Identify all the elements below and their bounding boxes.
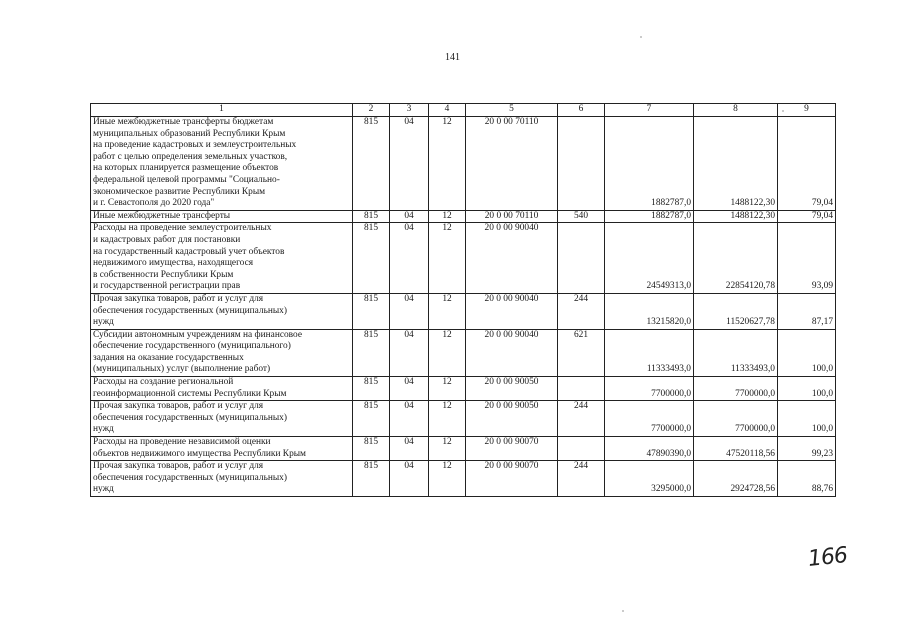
cell-c8: 22854120,78 — [694, 223, 778, 294]
cell-c3: 04 — [390, 210, 429, 223]
table-row — [91, 377, 836, 401]
cell-c6: 244 — [558, 293, 605, 329]
cell-c3: 04 — [390, 293, 429, 329]
cell-c8: 2924728,56 — [694, 461, 778, 497]
row-name-cell: Прочая закупка товаров, работ и услуг для обеспечения государственных (муниципальных) нужд — [91, 401, 353, 437]
header-cell-4: 4 — [429, 104, 466, 117]
cell-c6 — [558, 223, 605, 294]
cell-c8: 11520627,78 — [694, 293, 778, 329]
scan-speck — [640, 36, 642, 38]
table-body — [91, 104, 836, 497]
cell-c5: 20 0 00 90050 — [466, 377, 558, 401]
cell-c8: 1488122,30 — [694, 117, 778, 211]
table-row — [91, 293, 836, 329]
cell-c4: 12 — [429, 401, 466, 437]
cell-c9: 99,23 — [778, 437, 836, 461]
table-row — [91, 329, 836, 376]
cell-c8: 1488122,30 — [694, 210, 778, 223]
scan-speck — [622, 610, 624, 612]
header-cell-5: 5 — [466, 104, 558, 117]
row-name-cell: Расходы на проведение независимой оценки объектов недвижимого имущества Республики Крым — [91, 437, 353, 461]
cell-c3: 04 — [390, 461, 429, 497]
handwritten-page-number: 166 — [806, 543, 849, 572]
header-row — [91, 104, 836, 117]
cell-c6 — [558, 117, 605, 211]
cell-c9: 79,04 — [778, 117, 836, 211]
cell-c7: 24549313,0 — [605, 223, 694, 294]
cell-c3: 04 — [390, 377, 429, 401]
cell-c3: 04 — [390, 401, 429, 437]
header-cell-1: 1 — [91, 104, 353, 117]
page-number: 141 — [445, 52, 460, 63]
header-cell-3: 3 — [390, 104, 429, 117]
cell-c5: 20 0 00 90050 — [466, 401, 558, 437]
cell-c6: 244 — [558, 401, 605, 437]
header-cell-6: 6 — [558, 104, 605, 117]
cell-c2: 815 — [353, 377, 390, 401]
cell-c3: 04 — [390, 117, 429, 211]
cell-c5: 20 0 00 90070 — [466, 461, 558, 497]
cell-c7: 3295000,0 — [605, 461, 694, 497]
cell-c5: 20 0 00 70110 — [466, 210, 558, 223]
cell-c6 — [558, 437, 605, 461]
cell-c2: 815 — [353, 223, 390, 294]
cell-c9: 100,0 — [778, 329, 836, 376]
budget-table — [90, 103, 836, 497]
row-name-cell: Субсидии автономным учреждениям на финансовое обеспечение государственного (муниципального) задания на оказание государственных (муниципальных) услуг (выполнение работ) — [91, 329, 353, 376]
cell-c6: 244 — [558, 461, 605, 497]
cell-c9: 100,0 — [778, 401, 836, 437]
cell-c8: 7700000,0 — [694, 401, 778, 437]
cell-c7: 47890390,0 — [605, 437, 694, 461]
cell-c2: 815 — [353, 210, 390, 223]
cell-c4: 12 — [429, 210, 466, 223]
cell-c7: 7700000,0 — [605, 377, 694, 401]
cell-c7: 13215820,0 — [605, 293, 694, 329]
cell-c5: 20 0 00 90040 — [466, 293, 558, 329]
header-cell-9: 9 — [778, 104, 836, 117]
cell-c2: 815 — [353, 437, 390, 461]
table-row — [91, 210, 836, 223]
cell-c5: 20 0 00 70110 — [466, 117, 558, 211]
cell-c4: 12 — [429, 223, 466, 294]
cell-c9: 88,76 — [778, 461, 836, 497]
cell-c3: 04 — [390, 223, 429, 294]
cell-c7: 11333493,0 — [605, 329, 694, 376]
cell-c4: 12 — [429, 437, 466, 461]
cell-c2: 815 — [353, 329, 390, 376]
cell-c2: 815 — [353, 117, 390, 211]
table-row — [91, 223, 836, 294]
header-cell-8: 8 — [694, 104, 778, 117]
scan-speck — [782, 110, 784, 112]
row-name-cell: Иные межбюджетные трансферты — [91, 210, 353, 223]
cell-c6 — [558, 377, 605, 401]
cell-c7: 7700000,0 — [605, 401, 694, 437]
cell-c3: 04 — [390, 329, 429, 376]
cell-c5: 20 0 00 90040 — [466, 223, 558, 294]
cell-c4: 12 — [429, 329, 466, 376]
cell-c5: 20 0 00 90070 — [466, 437, 558, 461]
header-cell-2: 2 — [353, 104, 390, 117]
row-name-cell: Иные межбюджетные трансферты бюджетам муниципальных образований Республики Крым на проведение кадастровых и землеустроительных работ с целью определения земельных участков, на которых планируется размещение объектов федеральной целевой программы "Социально- экономическое развитие Республики Крым и г. Севастополя до 2020 года" — [91, 117, 353, 211]
cell-c6: 621 — [558, 329, 605, 376]
cell-c8: 47520118,56 — [694, 437, 778, 461]
cell-c4: 12 — [429, 293, 466, 329]
cell-c9: 93,09 — [778, 223, 836, 294]
table-row — [91, 437, 836, 461]
cell-c4: 12 — [429, 117, 466, 211]
table-row — [91, 117, 836, 211]
row-name-cell: Прочая закупка товаров, работ и услуг для обеспечения государственных (муниципальных) нужд — [91, 461, 353, 497]
cell-c4: 12 — [429, 377, 466, 401]
cell-c6: 540 — [558, 210, 605, 223]
row-name-cell: Прочая закупка товаров, работ и услуг для обеспечения государственных (муниципальных) нужд — [91, 293, 353, 329]
cell-c2: 815 — [353, 293, 390, 329]
cell-c9: 100,0 — [778, 377, 836, 401]
cell-c5: 20 0 00 90040 — [466, 329, 558, 376]
cell-c2: 815 — [353, 461, 390, 497]
table-row — [91, 401, 836, 437]
row-name-cell: Расходы на создание региональной геоинформационной системы Республики Крым — [91, 377, 353, 401]
row-name-cell: Расходы на проведение землеустроительных и кадастровых работ для постановки на государственный кадастровый учет объектов недвижимого имущества, находящегося в собственности Республики Крым и государственной регистрации прав — [91, 223, 353, 294]
cell-c7: 1882787,0 — [605, 210, 694, 223]
cell-c4: 12 — [429, 461, 466, 497]
cell-c3: 04 — [390, 437, 429, 461]
header-cell-7: 7 — [605, 104, 694, 117]
cell-c2: 815 — [353, 401, 390, 437]
cell-c9: 79,04 — [778, 210, 836, 223]
cell-c9: 87,17 — [778, 293, 836, 329]
cell-c8: 7700000,0 — [694, 377, 778, 401]
table-row — [91, 461, 836, 497]
cell-c8: 11333493,0 — [694, 329, 778, 376]
cell-c7: 1882787,0 — [605, 117, 694, 211]
